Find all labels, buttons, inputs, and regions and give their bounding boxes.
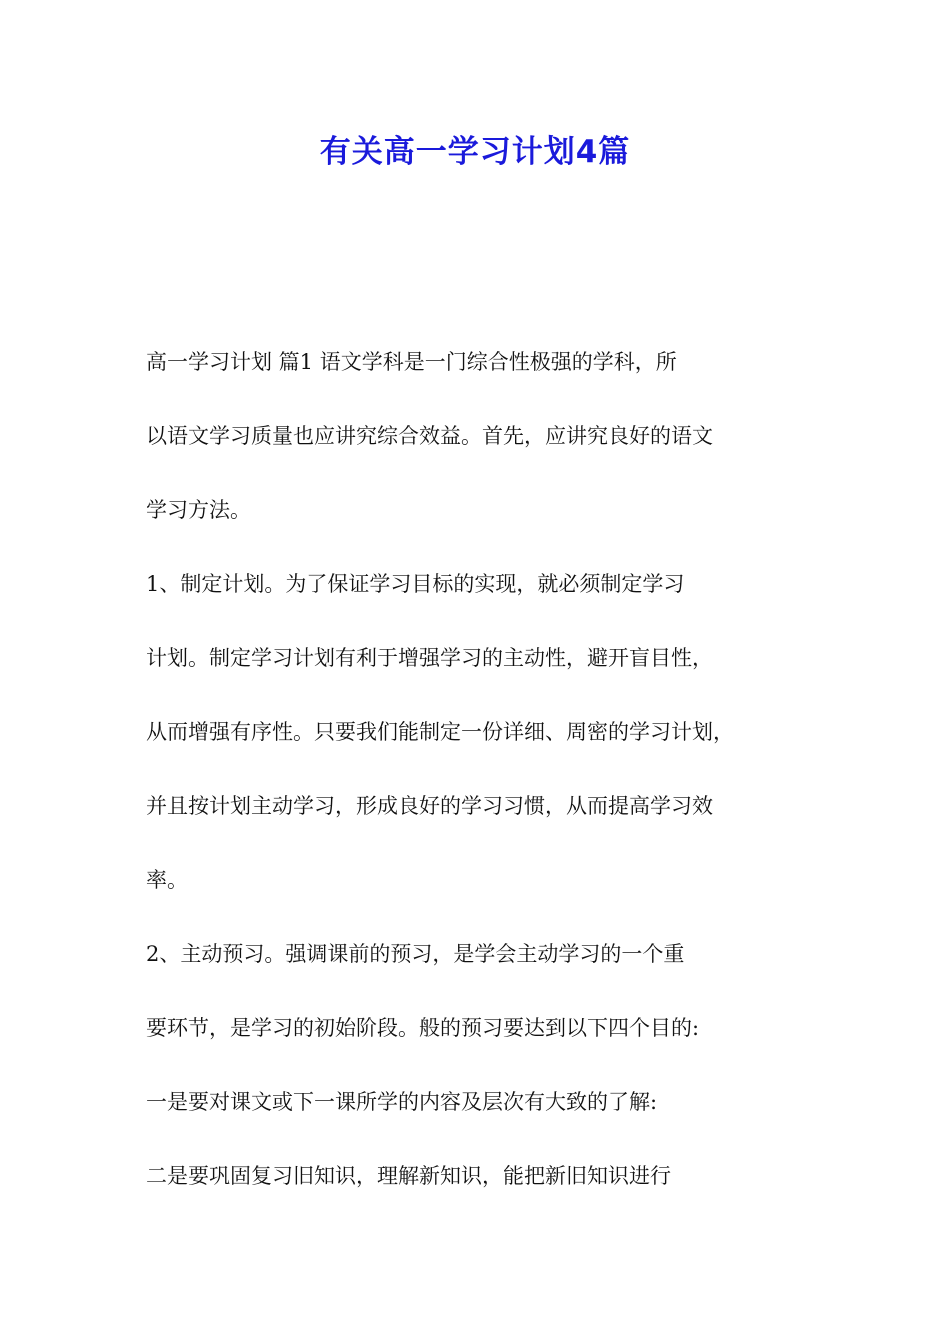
text-line: 二是要巩固复习旧知识，理解新知识，能把新旧知识进行 [146,1164,671,1188]
text-line: 2、主动预习。强调课前的预习，是学会主动学习的一个重 [146,942,685,966]
text-line: 从而增强有序性。只要我们能制定一份详细、周密的学习计划， [146,720,734,744]
text-line: 1、制定计划。为了保证学习目标的实现，就必须制定学习 [146,572,685,596]
text-line: 学习方法。 [146,498,251,522]
text-line: 计划。制定学习计划有利于增强学习的主动性，避开盲目性， [146,646,713,670]
document-title: 有关高一学习计划4篇 [319,134,631,170]
text-line: 高一学习计划 篇1 语文学科是一门综合性极强的学科，所 [146,350,677,374]
text-line: 一是要对课文或下一课所学的内容及层次有大致的了解: [146,1090,658,1114]
text-line: 以语文学习质量也应讲究综合效益。首先，应讲究良好的语文 [146,424,713,448]
text-line: 要环节，是学习的初始阶段。般的预习要达到以下四个目的: [146,1016,700,1040]
text-line: 率。 [146,868,188,892]
text-line: 并且按计划主动学习，形成良好的学习习惯，从而提高学习效 [146,794,713,818]
